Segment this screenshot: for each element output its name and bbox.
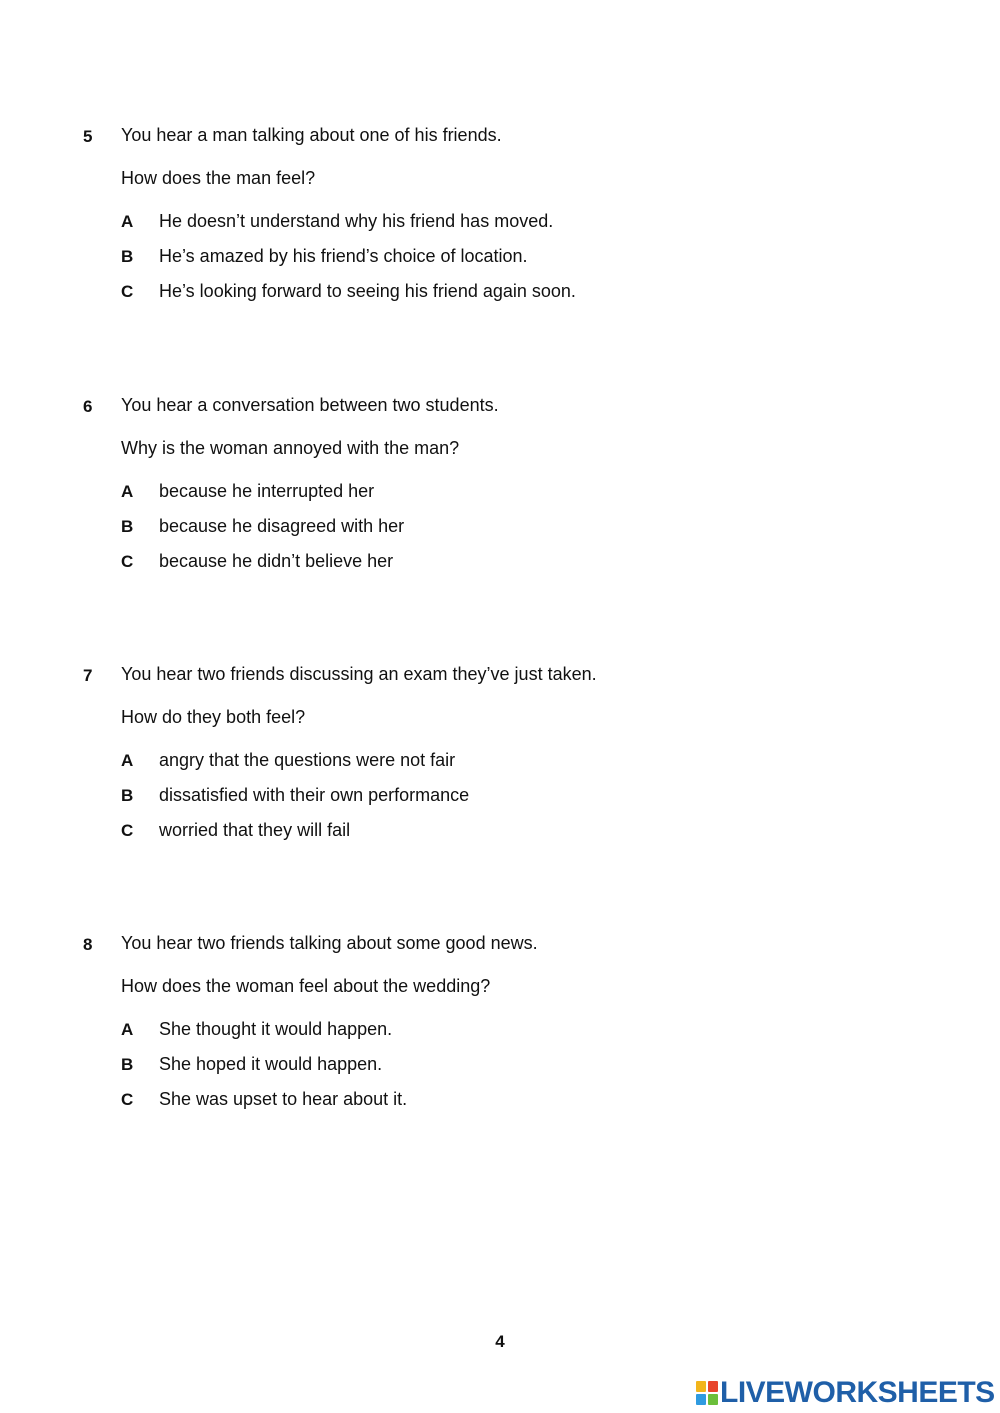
question-intro: You hear a conversation between two students. [121, 395, 499, 415]
option-letter: B [121, 247, 134, 266]
liveworksheets-brand[interactable] [696, 1378, 995, 1408]
option-text: She thought it would happen. [159, 1019, 393, 1039]
option-c[interactable] [121, 281, 821, 305]
option-letter: A [121, 751, 134, 770]
option-a[interactable] [121, 1019, 821, 1043]
option-text: because he didn’t believe her [159, 551, 394, 571]
question-intro: You hear two friends discussing an exam they’ve just taken. [121, 664, 597, 684]
option-c[interactable] [121, 820, 821, 844]
option-b[interactable] [121, 1054, 821, 1078]
liveworksheets-logo-icon [696, 1381, 718, 1405]
question-intro: You hear two friends talking about some good news. [121, 933, 538, 953]
option-letter: C [121, 282, 134, 301]
option-text: angry that the questions were not fair [159, 750, 456, 770]
question-number: 7 [83, 666, 93, 685]
option-b[interactable] [121, 516, 821, 540]
option-letter: C [121, 552, 134, 571]
option-text: because he interrupted her [159, 481, 375, 501]
option-text: He’s looking forward to seeing his friend again soon. [159, 281, 576, 301]
option-c[interactable] [121, 1089, 821, 1113]
page-number: 4 [495, 1332, 505, 1351]
question-number: 8 [83, 935, 93, 954]
option-letter: B [121, 786, 134, 805]
option-text: He’s amazed by his friend’s choice of location. [159, 246, 528, 266]
option-a[interactable] [121, 750, 821, 774]
option-c[interactable] [121, 551, 821, 575]
brand-name: LIVEWORKSHEETS [720, 1376, 995, 1409]
option-letter: A [121, 1020, 134, 1039]
option-letter: B [121, 517, 134, 536]
logo-square [696, 1381, 706, 1392]
option-letter: A [121, 482, 134, 501]
question-prompt: Why is the woman annoyed with the man? [121, 438, 460, 458]
option-b[interactable] [121, 246, 821, 270]
question-prompt: How does the woman feel about the wedding? [121, 976, 491, 996]
option-letter: C [121, 821, 134, 840]
option-a[interactable] [121, 211, 821, 235]
question-number: 5 [83, 127, 93, 146]
option-text: dissatisfied with their own performance [159, 785, 470, 805]
option-letter: B [121, 1055, 134, 1074]
logo-square [708, 1381, 718, 1392]
question-number: 6 [83, 397, 93, 416]
logo-square [708, 1394, 718, 1405]
option-b[interactable] [121, 785, 821, 809]
question-prompt: How does the man feel? [121, 168, 316, 188]
option-text: She was upset to hear about it. [159, 1089, 408, 1109]
option-letter: C [121, 1090, 134, 1109]
option-text: because he disagreed with her [159, 516, 405, 536]
question-intro: You hear a man talking about one of his friends. [121, 125, 502, 145]
logo-square [696, 1394, 706, 1405]
question-prompt: How do they both feel? [121, 707, 306, 727]
option-text: He doesn’t understand why his friend has moved. [159, 211, 554, 231]
option-text: She hoped it would happen. [159, 1054, 383, 1074]
option-letter: A [121, 212, 134, 231]
option-text: worried that they will fail [159, 820, 351, 840]
option-a[interactable] [121, 481, 821, 505]
